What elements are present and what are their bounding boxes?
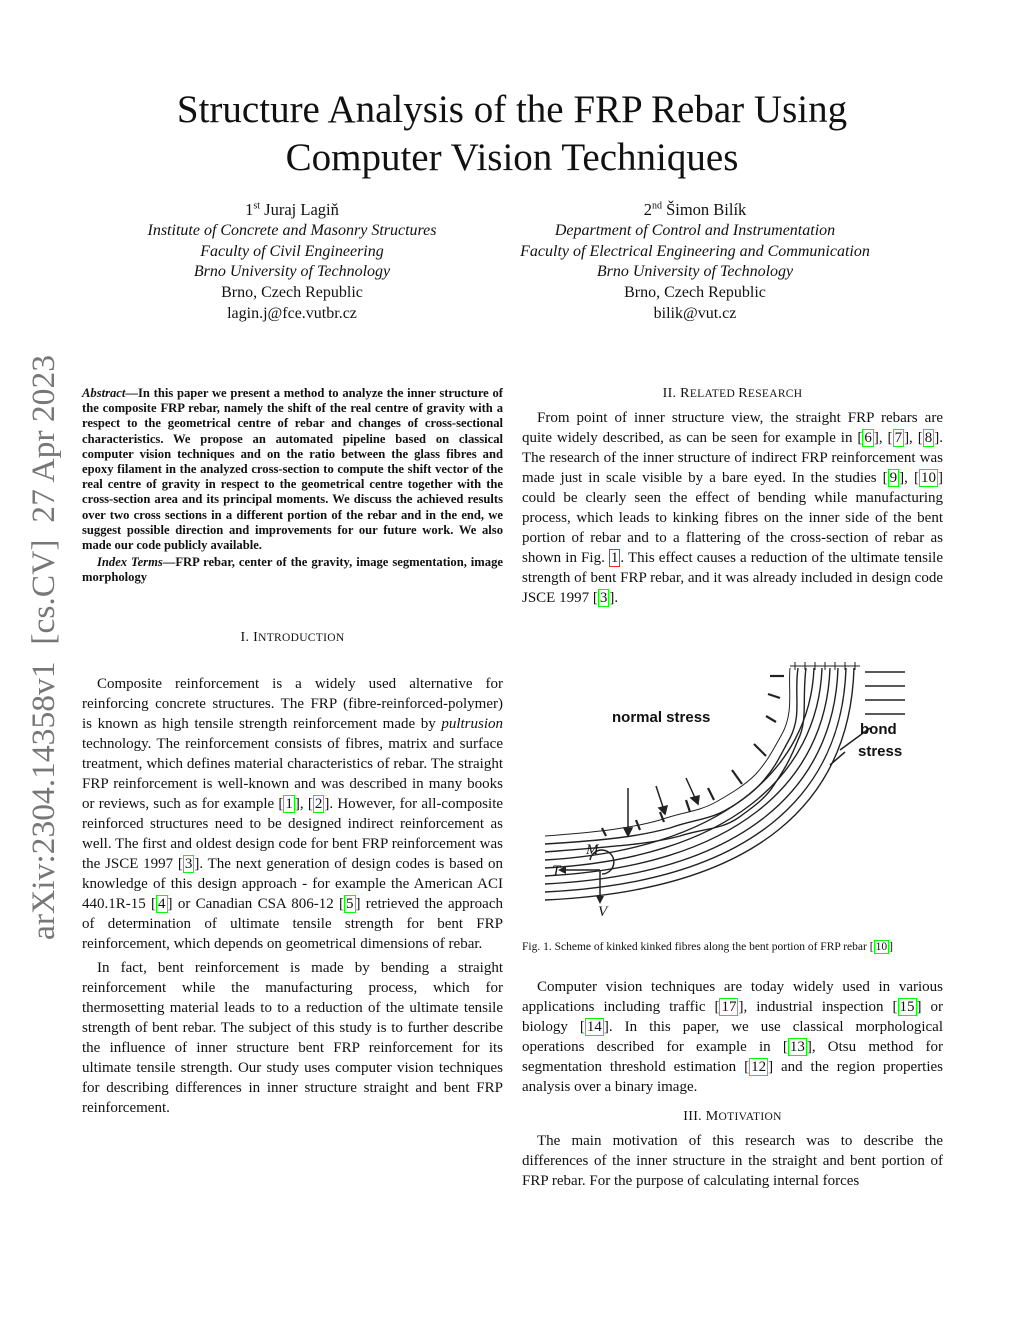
- citation-link[interactable]: 3: [599, 590, 608, 606]
- label-stress: stress: [858, 743, 903, 760]
- section-heading-related-research: II. RELATED RESEARCH: [662, 386, 803, 401]
- citation-link[interactable]: 4: [158, 895, 166, 912]
- section-heading-motivation: III. MOTIVATION: [683, 1109, 782, 1124]
- normal-stress-dash: [754, 744, 766, 756]
- fibre-curve: [545, 668, 854, 900]
- label-normal-stress: normal stress: [612, 709, 711, 726]
- v-arrow-head: [596, 896, 604, 904]
- arrow-head: [691, 796, 699, 804]
- computer-vision-paragraph: Computer vision techniques are today widely used in various applications including traffic [ 17 ], industrial inspection [ 15 ] or biology [ 14 ]. In this paper, we use classical morphological operations described for example in [ 13 ], Otsu method for segmentation threshold estimation [ 12 ] and the region properties analysis over a binary image.: [522, 979, 944, 1095]
- citation-link[interactable]: 1: [285, 795, 293, 812]
- label-V: V: [598, 904, 608, 920]
- normal-stress-dash: [766, 716, 776, 722]
- citation-link[interactable]: 8: [924, 430, 933, 446]
- motivation-paragraph: The main motivation of this research was to describe the differences of the inner structure in the straight and bent portion of FRP rebar. For the purpose of calculating internal forces: [522, 1133, 943, 1189]
- label-M: M: [586, 842, 599, 858]
- label-bond: bond: [860, 721, 897, 738]
- author-email[interactable]: bilik@vut.cz: [653, 304, 737, 322]
- author-name: 2nd Šimon Bilík: [643, 200, 747, 219]
- label-T: T: [552, 863, 561, 879]
- section-heading-introduction: I. INTRODUCTION: [240, 629, 345, 645]
- normal-stress-dash: [732, 770, 742, 784]
- paper-title: [80, 86, 944, 182]
- normal-stress-dash: [768, 694, 780, 698]
- abstract: Abstract—In this paper we present a method to analyze the inner structure of the composite FRP rebar, namely the shift of the real centre of gravity with a respect to the geometrical centre of rebar and changes of cross-sectional characteristics. We propose an automated pipeline based on classical computer vision techniques and on the ratio between the glass fibres and epoxy filament in the analyzed cross-section to compute the shift vector of the real centre of gravity in respect to the geometrical centre together with the cross-section area and its principal moments. We discuss the achieved results over two cross sections in a different portion of the rebar and in the end, we suggest possible direction and improvements for our future work. We also made our code publicly available.: [82, 386, 503, 553]
- citation-link[interactable]: 6: [864, 430, 872, 446]
- normal-stress-dash: [660, 812, 664, 822]
- rebar-end-ticks: [790, 662, 860, 670]
- normal-stress-dash: [686, 800, 690, 812]
- author-block-1: [110, 200, 474, 325]
- citation-link[interactable]: 14: [586, 1019, 602, 1035]
- title-line-2: Computer Vision Techniques: [285, 136, 739, 179]
- figure-caption: Fig. 1. Scheme of kinked kinked fibres along the bent portion of FRP rebar [ 10 ]: [522, 941, 893, 953]
- author-faculty: Faculty of Electrical Engineering and Communication: [520, 242, 870, 260]
- citation-link[interactable]: 7: [894, 430, 903, 446]
- citation-link[interactable]: 17: [721, 999, 737, 1015]
- author-faculty: Faculty of Civil Engineering: [200, 242, 384, 260]
- citation-link[interactable]: 15: [899, 999, 915, 1015]
- intro-paragraph-1: Composite reinforcement is a widely used alternative for reinforcing concrete structures. The FRP (fibre-reinforced-polymer) is known as high tensile strength reinforcement made by pultrusion technology. The reinforcement consists of fibres, matrix and surface treatment, which defines material characteristics of rebar. The straight FRP reinforcement is well-known and was described in many books or reviews, such as for example [ 1 ], [ 2 ]. However, for all-composite reinforced structures need to be designed indirect reinforcement as well. The first and oldest design code for bent FRP reinforcement was the JSCE 1997 [ 3 ]. The next generation of design codes is based on knowledge of this design approach - for example the American ACI 440.1R-15 [ 4 ] or Canadian CSA 806-12 [ 5 ] retrieved the approach of determination of ultimate tensile strength for bent FRP reinforcement, which depends on geometrical dimensions of rebar.: [82, 675, 504, 952]
- right-column-bottom: [522, 940, 943, 1191]
- citation-link[interactable]: 9: [889, 470, 898, 486]
- related-research-paragraph: From point of inner structure view, the straight FRP rebars are quite widely described, as can be seen for example in [ 6 ], [ 7 ], [ 8 ]. The research of the inner structure of indirect FRP reinforcement was made just in scale visible by a bare eyed. In the studies [ 9 ], [ 10 ] could be clearly seen the effect of bending while manufacturing process, which leads to kinking fibres on the inner side of the bent portion of rebar and to a flattering of the cross-section of rebar as shown in Fig. 1 . This effect causes a reduction of the ultimate tensile strength of bent FRP rebar, and it was already included in design code JSCE 1997 [ 3 ].: [522, 410, 943, 606]
- author-affiliation: Institute of Concrete and Masonry Structures: [147, 221, 437, 239]
- normal-stress-dash: [602, 828, 606, 836]
- arrow-head: [624, 828, 632, 836]
- arxiv-id: arXiv:2304.14358v1 [cs.CV] 27 Apr 2023: [26, 364, 62, 940]
- left-column: [82, 386, 503, 1118]
- author-name: 1st Juraj Lagiň: [245, 200, 339, 219]
- figure-1: [540, 660, 940, 920]
- arxiv-stamp: [10, 0, 70, 1325]
- author-affiliation: Department of Control and Instrumentation: [554, 221, 836, 239]
- figure-link[interactable]: 1: [610, 550, 619, 566]
- citation-link[interactable]: 2: [314, 795, 323, 812]
- author-university: Brno University of Technology: [193, 263, 391, 281]
- author-university: Brno University of Technology: [596, 263, 794, 281]
- citation-link[interactable]: 5: [346, 895, 354, 912]
- citation-link[interactable]: 3: [184, 855, 193, 872]
- author-city: Brno, Czech Republic: [221, 284, 363, 302]
- intro-paragraph-2: In fact, bent reinforcement is made by bending a straight reinforcement while the manufacturing process, which for thermosetting material leads to to a reduction of the ultimate tensile strength of bent rebar. The subject of this study is to further describe the influence of inner structure bent FRP reinforcement for its ultimate tensile strength. Our study uses computer vision techniques for describing differences in inner structure straight and bent FRP reinforcement.: [82, 959, 503, 1116]
- kinked-fibre: [545, 668, 798, 844]
- title-line-1: Structure Analysis of the FRP Rebar Using: [176, 88, 848, 131]
- citation-link[interactable]: 12: [751, 1059, 767, 1075]
- citation-link[interactable]: 10: [875, 941, 888, 953]
- author-email[interactable]: lagin.j@fce.vutbr.cz: [227, 304, 357, 322]
- citation-link[interactable]: 13: [789, 1039, 805, 1055]
- kinked-fibre: [545, 668, 790, 836]
- bond-arrow: [830, 752, 845, 765]
- normal-stress-dash: [708, 788, 714, 800]
- author-block-2: [505, 200, 885, 325]
- fibre-curve: [545, 668, 822, 868]
- author-city: Brno, Czech Republic: [624, 284, 766, 302]
- citation-link[interactable]: 10: [920, 470, 936, 486]
- bent-rebar-diagram: [540, 660, 940, 920]
- index-terms: Index Terms—FRP rebar, center of the gravity, image segmentation, image morphology: [82, 555, 503, 585]
- right-column-top: [522, 384, 943, 608]
